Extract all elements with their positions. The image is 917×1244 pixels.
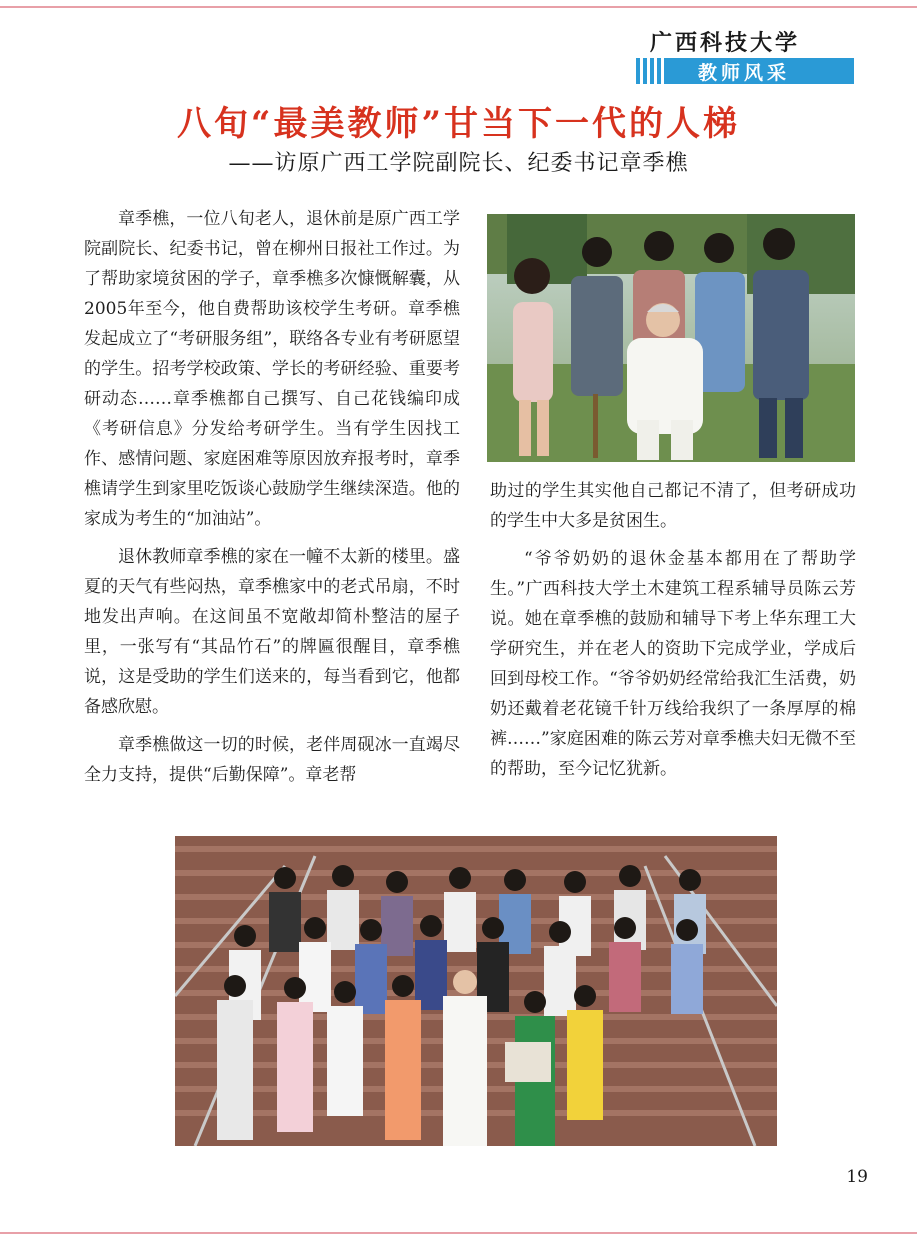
section-label: 教师风采 — [698, 61, 791, 84]
paragraph-4: 助过的学生其实他自己都记不清了，但考研成功的学生中大多是贫困生。 — [490, 481, 856, 531]
banner-stripes — [640, 58, 668, 84]
paragraph-5: “爷爷奶奶的退休金基本都用在了帮助学生。”广西科技大学土木建筑工程系辅导员陈云芳说。她在章季樵的鼓励和辅导下考上华东理工大学研究生，并在老人的资助下完成学业，学成后回到母校工作。“爷爷奶奶经常给我汇生活费，奶奶还戴着老花镜千针万线给我织了一条厚厚的棉裤……”家庭困难的陈云芳对章季樵夫妇无微不至的帮助，至今记忆犹新。 — [490, 549, 856, 779]
left-column — [84, 204, 460, 798]
university-name: 广西科技大学 — [649, 31, 800, 56]
article-subtitle: ——访原广西工学院副院长、纪委书记章季樵 — [228, 151, 689, 176]
right-column — [490, 476, 856, 792]
paragraph-3: 章季樵做这一切的时候，老伴周砚冰一直竭尽全力支持，提供“后勤保障”。章老帮 — [84, 735, 460, 785]
paragraph-2: 退休教师章季樵的家在一幢不太新的楼里。盛夏的天气有些闷热，章季樵家中的老式吊扇，不时地发出声响。在这间虽不宽敞却简朴整洁的屋子里，一张写有“其品竹石”的牌匾很醒目，章季樵说，这是受助的学生们送来的，每当看到它，他都备感欣慰。 — [84, 547, 460, 717]
bottom-rule — [0, 1232, 917, 1234]
top-rule — [0, 6, 917, 8]
page-number: 19 — [846, 1167, 868, 1187]
group-photo-on-stairs — [175, 836, 777, 1146]
article-title: 八旬“最美教师”甘当下一代的人梯 — [176, 104, 741, 144]
paragraph-1: 章季樵，一位八旬老人，退休前是原广西工学院副院长、纪委书记，曾在柳州日报社工作过。为了帮助家境贫困的学子，章季樵多次慷慨解囊，从2005年至今，他自费帮助该校学生考研。章季樵发起成立了“考研服务组”，联络各专业有考研愿望的学生。招考学校政策、学长的考研经验、重要考研动态……章季樵都自己撰写、自己花钱编印成《考研信息》分发给考研学生。当有学生因找工作、感情问题、家庭困难等原因放弃报考时，章季樵请学生到家里吃饭谈心鼓励学生继续深造。他的家成为考生的“加油站”。 — [84, 209, 460, 529]
teacher-with-students-photo — [487, 214, 855, 462]
section-banner — [636, 58, 854, 84]
